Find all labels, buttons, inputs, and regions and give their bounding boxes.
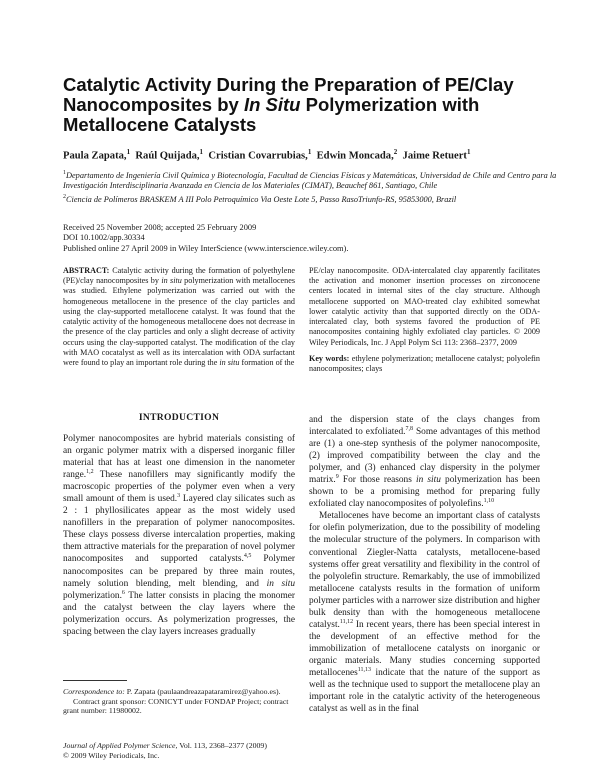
affiliation-1: $^1$Departamento de Ingeniería Civil Química y Biotecnología, Facultad de Ciencias Físicas y Matemáticas, Universidad de Chile and Centro para la Investigación Interdisciplinaria Avanzada en Ciencia de los Materiales (CIMAT), Beauchef 861, Santiago, Chile: [63, 170, 557, 191]
affiliation-2: $^2$Ciencia de Polímeros BRASKEM A III Polo Petroquímico Via Oeste Lote 5, Passo RasoTriunfo-RS, 95853000, Brazil: [63, 193, 457, 204]
citation: 1,2: [86, 469, 94, 476]
keywords: Key words: ethylene polymerization; metallocene catalyst; polyolefin nanocomposites; clays: [309, 353, 540, 373]
footnote-divider: [63, 680, 127, 681]
author-affiliation-mark: 1: [199, 148, 204, 156]
journal-citation: [63, 741, 295, 760]
citation: 4,5: [243, 553, 252, 560]
article-title: [63, 75, 533, 135]
citation: 1,10: [483, 498, 495, 505]
citation: 6: [121, 589, 125, 596]
correspondence-email: P. Zapata (paulaandreazapataramirez@yahoo.es).: [124, 687, 281, 696]
author-affiliation-mark: 1: [307, 148, 312, 156]
author-name: Edwin Moncada,: [316, 150, 394, 162]
copyright: © 2009 Wiley Periodicals, Inc.: [63, 750, 160, 760]
title-part-italic: In Situ: [243, 94, 301, 115]
affiliations: [63, 168, 563, 205]
intro-right-column: [309, 414, 540, 715]
intro-left-column: [63, 433, 295, 638]
author-name: Raúl Quijada,: [135, 150, 200, 162]
citation: 3: [177, 493, 181, 500]
citation: 7,8: [405, 425, 413, 432]
author-affiliation-mark: 1: [466, 148, 471, 156]
published-online: Published online 27 April 2009 in Wiley InterScience (www.interscience.wiley.com).: [63, 243, 349, 253]
publication-history: [63, 223, 543, 254]
intro-paragraph: Polymer nanocomposites are hybrid materials consisting of an organic polymer matrix with a dispersed inorganic filler material that has at least one dimension in the nanometer range.$^{1,2}$ These nanofillers may significantly modify the macroscopic properties of the polymer even when a very small amount of them is used.$^3$ Layered clay silicates such as 2 : 1 phyllosilicates appear as the most widely used nanofillers in the preparation of polymer nanocomposites. These clays possess diverse intercalation properties, making them attractive materials for the preparation of novel polymer nanocomposites and supported catalysts.$^{4,5}$ Polymer nanocomposites can be prepared by three main routes, namely solution blending, melt blending, and in situ polymerization.$^6$ The latter consists in placing the monomer and the catalyst between the clay layers where the polymerization occurs. As polymerization progresses, the spacing between the clay layers increases gradually: [63, 434, 295, 637]
author-name: Cristian Covarrubias,: [208, 150, 308, 162]
abstract-continuation: PE/clay nanocomposite. ODA-intercalated clay apparently facilitates the activation and monomer insertion processes on zirconocene centers located in internal sites of the clay structure. Although metallocene supported on MAO-treated clay exhibited somewhat lower catalytic activity than that supported directly on the ODA-intercalated clay, both systems favored the production of PE nanocomposites containing highly exfoliated clay particles. © 2009 Wiley Periodicals, Inc. J Appl Polym Sci 113: 2368–2377, 2009: [309, 266, 540, 347]
doi: DOI 10.1002/app.30334: [63, 233, 145, 243]
author-list: [63, 148, 543, 162]
author-name: Jaime Retuert: [402, 150, 467, 162]
intro-paragraph: Metallocenes have become an important class of catalysts for olefin polymerization, due to the possibility of modeling the molecular structure of the polymers. In comparison with conventional Ziegler-Natta catalysts, metallocene-based systems offer great versatility and flexibility in the control of the polyolefin structure. Remarkably, the use of immobilized metallocene catalysts results in the formation of uniform polymer particles with a narrower size distribution and higher bulk density than with the homogeneous metallocene catalyst.$^{11,12}$ In recent years, there has been special interest in the development of an effective method for the immobilization of metallocene catalysts on inorganic or organic materials. Many studies concerning supported metallocenes$^{11,13}$ indicate that the nature of the support as well as the technique used to support the metallocene play an important role in the catalytic activity of the heterogeneous catalyst as well as in the final: [309, 511, 540, 715]
correspondence-footnote: [63, 687, 295, 716]
citation: 11,12: [339, 618, 354, 625]
title-part-1: Catalytic Activity During the Preparation of PE/Clay Nanocomposites by: [63, 74, 514, 115]
section-heading-introduction: INTRODUCTION: [138, 412, 220, 423]
received-date: Received 25 November 2008; accepted 25 February 2009: [63, 223, 257, 232]
author-name: Paula Zapata,: [63, 150, 127, 162]
grant-info: Contract grant sponsor: CONICYT under FONDAP Project; contract grant number: 11980002.: [63, 696, 289, 716]
citation: 11,13: [357, 666, 372, 673]
author-affiliation-mark: 1: [126, 148, 131, 156]
abstract-label: ABSTRACT:: [63, 266, 110, 275]
journal-name: Journal of Applied Polymer Science,: [63, 741, 178, 750]
intro-paragraph: and the dispersion state of the clays changes from intercalated to exfoliated.$^{7,8}$ Some advantages of this method are (1) a one-step synthesis of the polymer nanocomposite, (2) improved compatibility between the clay and the polymer, and (3) enhanced clay dispersity in the polymer matrix.$^9$ For those reasons in situ polymerization has been shown to be a promising method for preparing fully exfoliated clay nanocomposites of polyolefins.$^{1,10}$: [309, 415, 540, 510]
author-affiliation-mark: 2: [393, 148, 398, 156]
title-part-3: Polymerization with Metallocene Catalysts: [63, 94, 480, 135]
keywords-label: Key words:: [309, 353, 350, 363]
journal-volume: Vol. 113, 2368–2377 (2009): [177, 741, 267, 750]
correspondence-label: Correspondence to:: [63, 687, 125, 696]
abstract-right-column: [309, 266, 540, 374]
abstract-left-column: ABSTRACT: Catalytic activity during the formation of polyethylene (PE)/clay nanocomposites by in situ polymerization with metallocenes was studied. Ethylene polymerization was carried out with the homogeneous metallocene in the presence of the clay particles and using the clay-supported metallocene catalyst. It was found that the catalytic activity of the homogeneous metallocene does not decrease in the presence of the clay particles and only a slight decrease of activity occurs using the clay-supported catalyst. The modification of the clay with MAO cocatalyst as well as its intercalation with ODA surfactant were found to play an important role during the in situ formation of the: [63, 266, 295, 367]
citation: 9: [335, 474, 339, 481]
